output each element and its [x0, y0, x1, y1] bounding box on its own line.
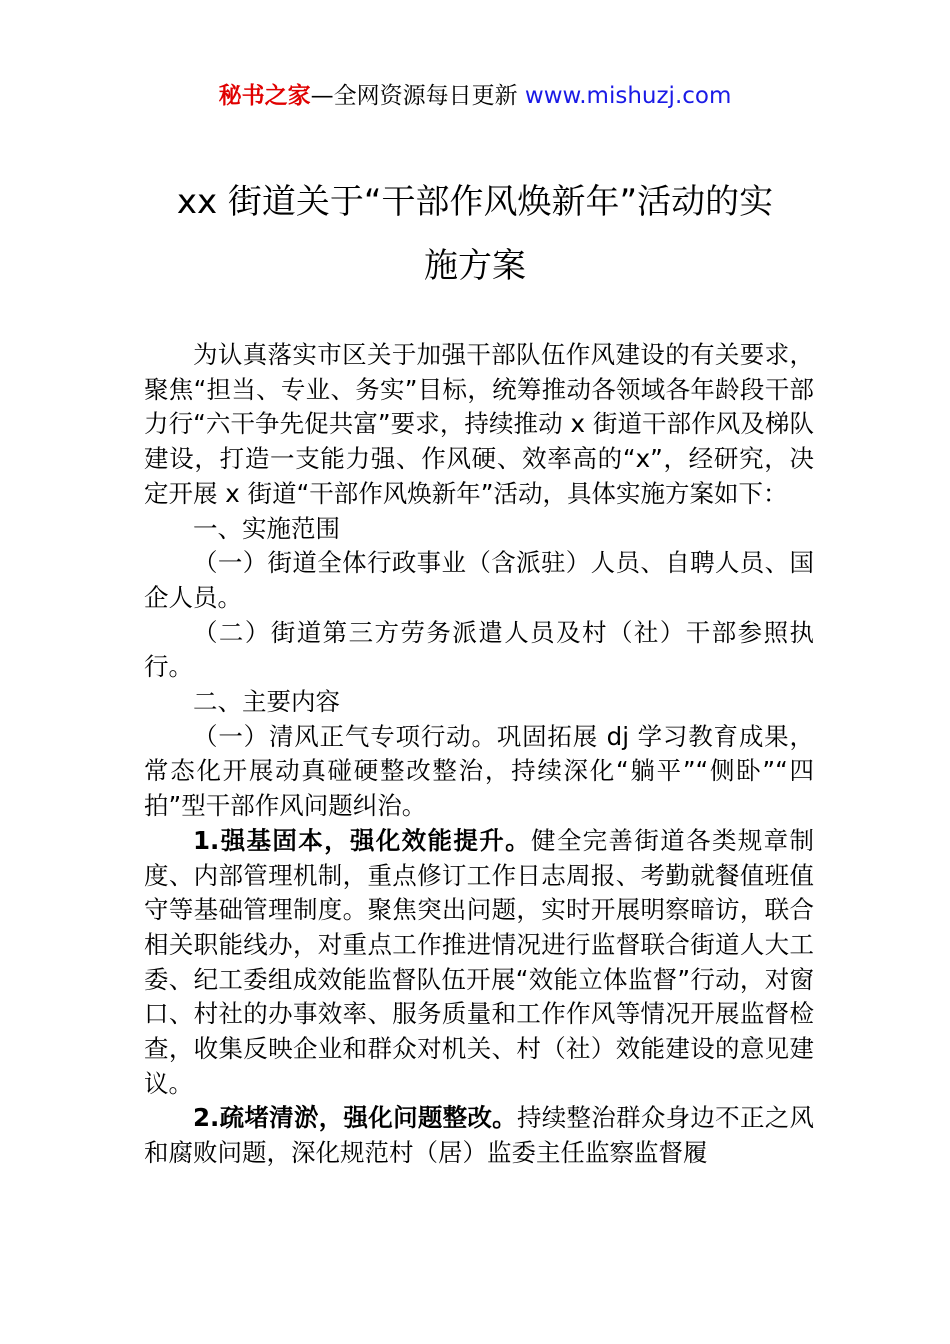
point-text: 持续整治群众身边不正之风和腐败问题，深化规范村（居）监委主任监察监督履: [144, 1103, 814, 1168]
section-heading: 一、实施范围: [193, 513, 340, 543]
document-title-line1: xx 街道关于“干部作风焕新年”活动的实: [176, 182, 774, 222]
content-item: （一）清风正气专项行动。巩固拓展 dj 学习教育成果，常态化开展动真碰硬整改整治，持续深化“躺平”“侧卧”“四拍”型干部作风问题纠治。: [144, 721, 814, 821]
point-text: 健全完善街道各类规章制度、内部管理机制，重点修订工作日志周报、考勤就餐值班值守等基础管理制度。聚焦突出问题，实时开展明察暗访，联合相关职能线办，对重点工作推进情况进行监督联合街道人大工委、纪工委组成效能监督队伍开展“效能立体监督”行动，对窗口、村社的办事效率、服务质量和工作作风等情况开展监督检查，收集反映企业和群众对机关、村（社）效能建设的意见建议。: [144, 825, 815, 1098]
document-title-line2: 施方案: [424, 246, 526, 286]
site-url-link[interactable]: www.mishuzj.com: [524, 83, 732, 109]
document-title: [140, 170, 810, 298]
content-point: [144, 824, 814, 1102]
document-body: [144, 338, 814, 1171]
point-lead: 1.强基固本，强化效能提升。: [193, 825, 531, 855]
site-tagline: —全网资源每日更新: [310, 83, 525, 109]
section-heading: 二、主要内容: [193, 687, 340, 717]
site-brand: 秘书之家: [218, 83, 311, 109]
point-lead: 2.疏堵清淤，强化问题整改。: [193, 1103, 517, 1133]
intro-paragraph: 为认真落实市区关于加强干部队伍作风建设的有关要求，聚焦“担当、专业、务实”目标，统筹推动各领域各年龄段干部力行“六干争先促共富”要求，持续推动 x 街道干部作风及梯队建设，打造一支能力强、作风硬、效率高的“x”，经研究，决定开展 x 街道“干部作风焕新年”活动，具体实施方案如下：: [144, 340, 814, 508]
content-point: [144, 1101, 814, 1170]
site-header: [0, 80, 950, 112]
scope-item: （二）街道第三方劳务派遣人员及村（社）干部参照执行。: [144, 617, 814, 682]
scope-item: （一）街道全体行政事业（含派驻）人员、自聘人员、国企人员。: [144, 548, 814, 612]
